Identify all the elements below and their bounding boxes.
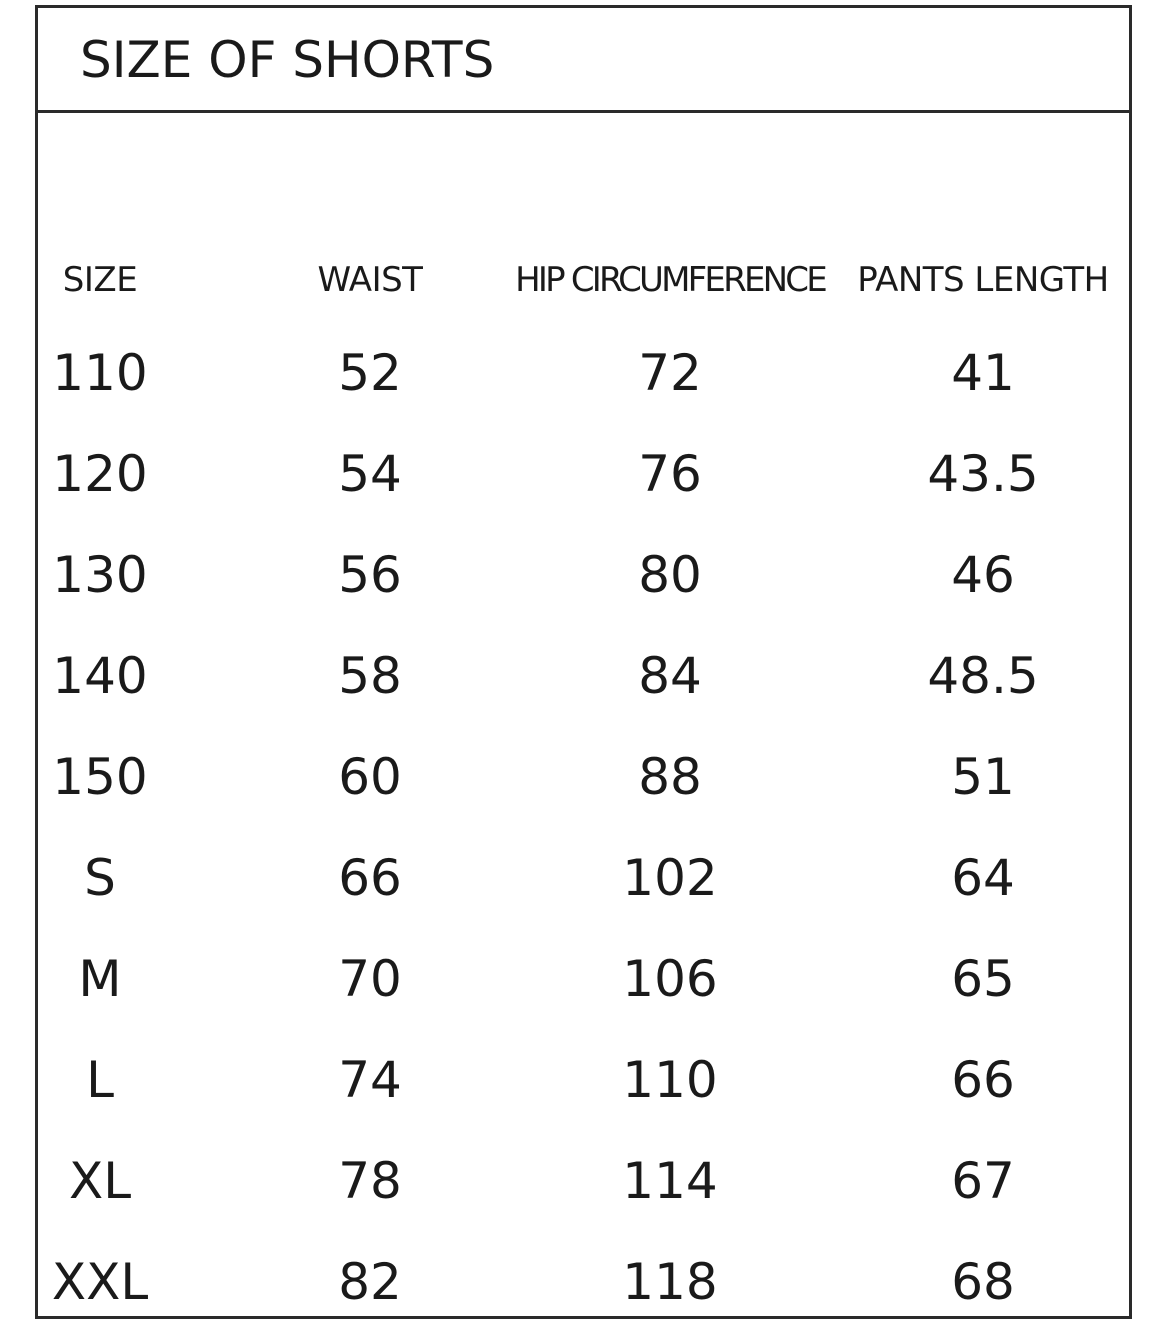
table-row	[38, 434, 1129, 514]
cell-size: 130	[52, 546, 148, 604]
column-header-size: SIZE	[62, 260, 138, 300]
cell-pants-length: 43.5	[927, 445, 1039, 503]
cell-hip: 80	[638, 546, 702, 604]
cell-hip: 88	[638, 748, 702, 806]
cell-size: 140	[52, 647, 148, 705]
cell-hip: 110	[622, 1051, 718, 1109]
cell-pants-length: 67	[951, 1152, 1015, 1210]
table-row	[38, 1040, 1129, 1120]
table-row	[38, 838, 1129, 918]
table-header-row	[38, 240, 1129, 320]
table-row	[38, 333, 1129, 413]
cell-waist: 60	[338, 748, 402, 806]
cell-size: 120	[52, 445, 148, 503]
column-header-hip-circumference: HIP CIRCUMFERENCE	[515, 260, 825, 300]
chart-title: SIZE OF SHORTS	[80, 31, 495, 89]
column-header-waist: WAIST	[317, 260, 423, 300]
title-bar	[38, 8, 1129, 113]
cell-pants-length: 64	[951, 849, 1015, 907]
cell-size: 110	[52, 344, 148, 402]
cell-waist: 74	[338, 1051, 402, 1109]
cell-pants-length: 66	[951, 1051, 1015, 1109]
column-header-pants-length: PANTS LENGTH	[857, 260, 1109, 300]
cell-hip: 118	[622, 1253, 718, 1311]
cell-pants-length: 68	[951, 1253, 1015, 1311]
table-row	[38, 1141, 1129, 1221]
cell-pants-length: 51	[951, 748, 1015, 806]
table-row	[38, 636, 1129, 716]
table-row	[38, 939, 1129, 1019]
cell-hip: 84	[638, 647, 702, 705]
cell-hip: 72	[638, 344, 702, 402]
cell-waist: 66	[338, 849, 402, 907]
cell-waist: 82	[338, 1253, 402, 1311]
cell-pants-length: 41	[951, 344, 1015, 402]
cell-hip: 106	[622, 950, 718, 1008]
cell-waist: 78	[338, 1152, 402, 1210]
cell-pants-length: 46	[951, 546, 1015, 604]
cell-size: L	[86, 1051, 114, 1109]
cell-waist: 58	[338, 647, 402, 705]
cell-size: 150	[52, 748, 148, 806]
table-row	[38, 535, 1129, 615]
cell-hip: 114	[622, 1152, 718, 1210]
cell-waist: 56	[338, 546, 402, 604]
table-row	[38, 737, 1129, 817]
cell-hip: 76	[638, 445, 702, 503]
cell-hip: 102	[622, 849, 718, 907]
cell-waist: 52	[338, 344, 402, 402]
cell-pants-length: 65	[951, 950, 1015, 1008]
cell-size: XXL	[51, 1253, 149, 1311]
cell-size: XL	[68, 1152, 132, 1210]
size-chart-frame	[35, 5, 1132, 1319]
cell-pants-length: 48.5	[927, 647, 1039, 705]
cell-waist: 54	[338, 445, 402, 503]
table-row	[38, 1242, 1129, 1322]
cell-size: S	[84, 849, 116, 907]
cell-size: M	[78, 950, 122, 1008]
cell-waist: 70	[338, 950, 402, 1008]
